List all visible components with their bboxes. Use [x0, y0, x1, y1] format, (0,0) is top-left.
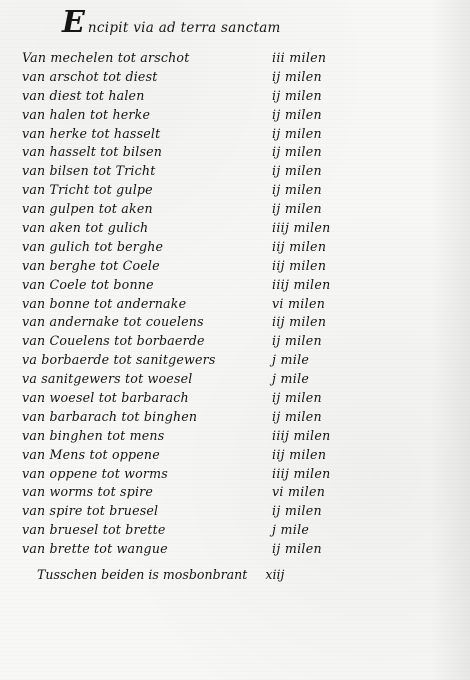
total-line — [37, 566, 284, 584]
route-distance: j mile — [272, 352, 310, 368]
route-text: van halen tot herke — [22, 106, 151, 122]
manuscript-heading — [62, 5, 281, 40]
route-text: van arschot tot diest — [22, 68, 158, 84]
route-distance: iiij milen — [272, 465, 331, 481]
route-distance: iiij milen — [272, 276, 331, 292]
route-text: van herke tot hasselt — [22, 125, 161, 141]
total-value: xiij — [265, 567, 285, 582]
route-distance: j mile — [272, 371, 310, 387]
heading-text: ncipit via ad terra sanctam — [87, 20, 281, 36]
route-row — [0, 502, 470, 521]
route-text: van Tricht tot gulpe — [22, 182, 153, 198]
route-distance: j mile — [272, 522, 310, 538]
route-row — [0, 106, 470, 125]
route-row — [0, 276, 470, 295]
route-text: van andernake tot couelens — [22, 314, 204, 330]
route-row — [0, 313, 470, 332]
route-distance: ij milen — [272, 182, 322, 198]
route-text: van spire tot bruesel — [22, 503, 159, 519]
route-row — [0, 465, 470, 484]
route-row — [0, 351, 470, 370]
route-text: van oppene tot worms — [22, 465, 168, 481]
route-row — [0, 125, 470, 144]
route-distance: ij milen — [272, 201, 322, 217]
route-text: van gulich tot berghe — [22, 238, 164, 254]
route-row — [0, 68, 470, 87]
route-text: van barbarach tot binghen — [22, 408, 198, 424]
route-text: van woesel tot barbarach — [22, 390, 189, 406]
route-row — [0, 257, 470, 276]
route-text: van binghen tot mens — [22, 427, 165, 443]
decorated-initial: E — [62, 5, 85, 40]
route-row — [0, 200, 470, 219]
route-distance: iii milen — [272, 50, 327, 65]
route-text: van hasselt tot bilsen — [22, 144, 163, 160]
route-distance: ij milen — [272, 408, 322, 424]
route-distance: ij milen — [272, 106, 322, 122]
route-row — [0, 295, 470, 314]
route-row — [0, 446, 470, 465]
route-distance: ij milen — [272, 163, 322, 179]
route-text: van brette tot wangue — [22, 541, 168, 557]
route-row — [0, 332, 470, 351]
route-distance: vi milen — [272, 295, 326, 311]
route-distance: iij milen — [272, 314, 327, 330]
route-text: Van mechelen tot arschot — [22, 50, 190, 65]
route-row — [0, 238, 470, 257]
route-distance: ij milen — [272, 390, 322, 406]
route-row — [0, 370, 470, 389]
route-text: van aken tot gulich — [22, 220, 149, 236]
route-row — [0, 49, 470, 68]
route-row — [0, 87, 470, 106]
route-distance: ij milen — [272, 333, 322, 349]
route-row — [0, 143, 470, 162]
route-row — [0, 540, 470, 559]
route-distance: ij milen — [272, 541, 322, 557]
route-text: van bonne tot andernake — [22, 295, 187, 311]
total-label: Tusschen beiden is mosbonbrant — [37, 567, 248, 582]
route-text: van berghe tot Coele — [22, 257, 160, 273]
route-distance: vi milen — [272, 484, 326, 500]
route-text: van Couelens tot borbaerde — [22, 333, 205, 349]
route-text: van Mens tot oppene — [22, 446, 160, 462]
route-row — [0, 219, 470, 238]
route-distance: iij milen — [272, 238, 327, 254]
route-text: van bilsen tot Tricht — [22, 163, 156, 179]
route-distance: ij milen — [272, 144, 322, 160]
route-row — [0, 483, 470, 502]
route-text: van diest tot halen — [22, 87, 145, 103]
route-row — [0, 181, 470, 200]
route-distance: iiij milen — [272, 220, 331, 236]
route-text: van Coele tot bonne — [22, 276, 154, 292]
route-distance: ij milen — [272, 87, 322, 103]
route-text: van gulpen tot aken — [22, 201, 153, 217]
route-row — [0, 408, 470, 427]
route-distance: ij milen — [272, 68, 322, 84]
route-list — [0, 49, 470, 559]
route-text: va sanitgewers tot woesel — [22, 371, 193, 387]
route-distance: iij milen — [272, 446, 327, 462]
route-row — [0, 521, 470, 540]
route-distance: iij milen — [272, 257, 327, 273]
route-distance: ij milen — [272, 503, 322, 519]
route-distance: iiij milen — [272, 427, 331, 443]
route-row — [0, 389, 470, 408]
route-text: van worms tot spire — [22, 484, 154, 500]
route-distance: ij milen — [272, 125, 322, 141]
route-text: van bruesel tot brette — [22, 522, 166, 538]
route-row — [0, 427, 470, 446]
route-row — [0, 162, 470, 181]
route-text: va borbaerde tot sanitgewers — [22, 352, 216, 368]
